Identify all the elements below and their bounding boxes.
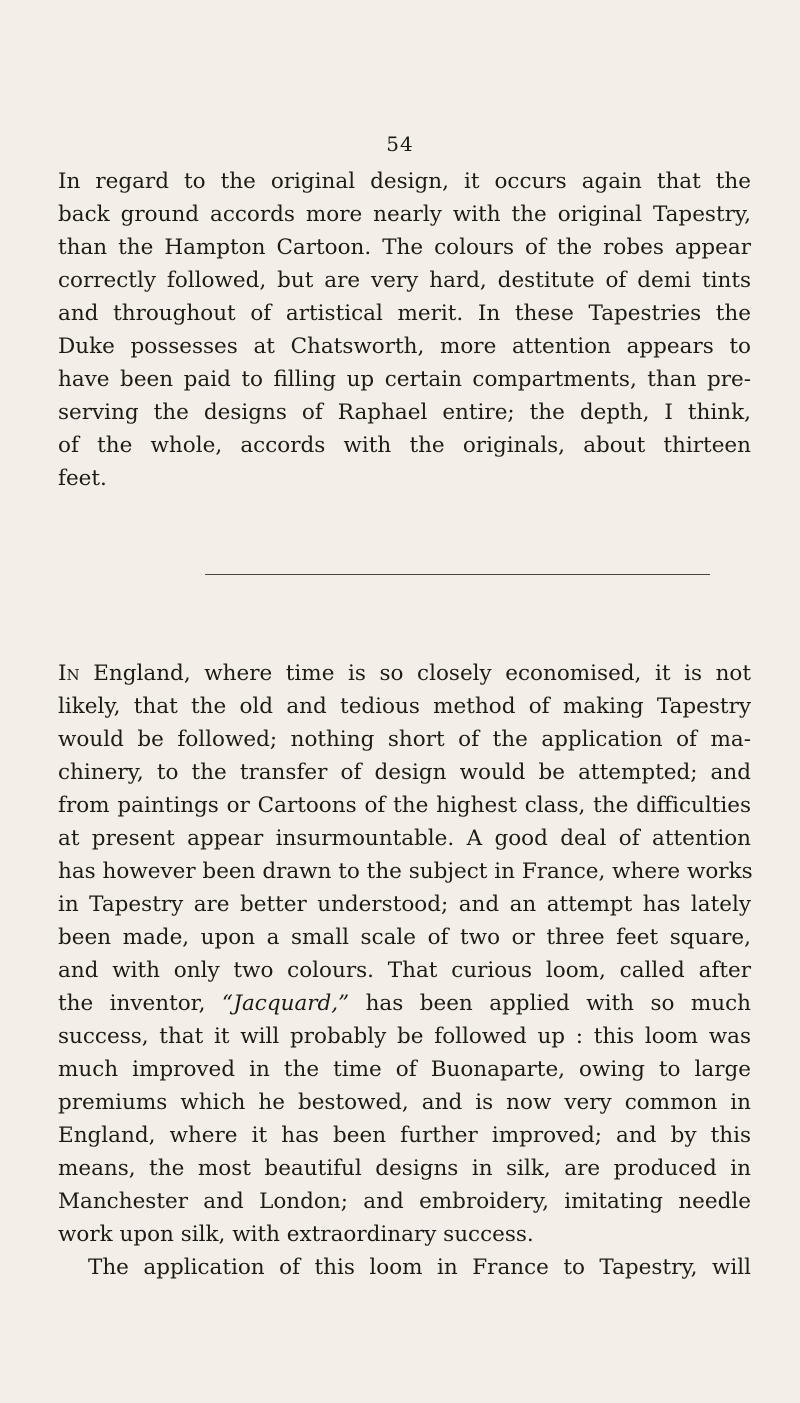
text-line-continued: The application of this loom in France to Tapestry, will [88,1255,751,1280]
text-line: been made, upon a small scale of two or three feet square, [58,925,751,950]
text-line: and with only two colours. That curious loom, called after [58,958,751,983]
paragraph-tapestry-design [58,165,751,495]
text-line: Manchester and London; and embroidery, imitating needle [58,1189,751,1214]
text-line: would be followed; nothing short of the application of ma- [58,727,751,752]
inventor-after: has been applied with so much [349,991,751,1016]
text-line: likely, that the old and tedious method of making Tapestry [58,694,751,719]
text-line: and throughout of artistical merit. In these Tapestries the [58,301,751,326]
text-line: back ground accords more nearly with the original Tapestry, [58,202,751,227]
text-line: serving the designs of Raphael entire; the depth, I think, [58,400,751,425]
text-line: success, that it will probably be followed up : this loom was [58,1024,751,1049]
inventor-before: the inventor, [58,991,222,1016]
text-line-first [58,657,751,690]
text-line: means, the most beautiful designs in silk, are produced in [58,1156,751,1181]
text-line: correctly followed, but are very hard, destitute of demi tints [58,268,751,293]
text-line: much improved in the time of Buonaparte, owing to large [58,1057,751,1082]
text-line: of the whole, accords with the originals, about thirteen [58,433,751,458]
text-line: than the Hampton Cartoon. The colours of the robes appear [58,235,751,260]
text-line: England, where it has been further improved; and by this [58,1123,751,1148]
text-line: work upon silk, with extraordinary success. [58,1222,534,1247]
text-line: have been paid to filling up certain compartments, than pre- [58,367,751,392]
text-line: chinery, to the transfer of design would be attempted; and [58,760,751,785]
opening-word: In [58,661,80,686]
text-line: has however been drawn to the subject in France, where works [58,859,753,884]
text-line: in Tapestry are better understood; and an attempt has lately [58,892,751,917]
paragraph-england-machinery [58,657,751,1284]
first-line-text: England, where time is so closely economised, it is not [79,661,751,686]
text-line: premiums which he bestowed, and is now very common in [58,1090,751,1115]
jacquard-name: “Jacquard,” [221,991,350,1016]
text-line: In regard to the original design, it occurs again that the [58,169,751,194]
section-divider [205,574,710,575]
text-line: at present appear insurmountable. A good deal of attention [58,826,751,851]
page-number: 54 [386,132,414,156]
text-line: feet. [58,466,107,491]
text-line-inventor [58,987,751,1020]
text-line: from paintings or Cartoons of the highest class, the difficulties [58,793,751,818]
text-line: Duke possesses at Chatsworth, more attention appears to [58,334,751,359]
